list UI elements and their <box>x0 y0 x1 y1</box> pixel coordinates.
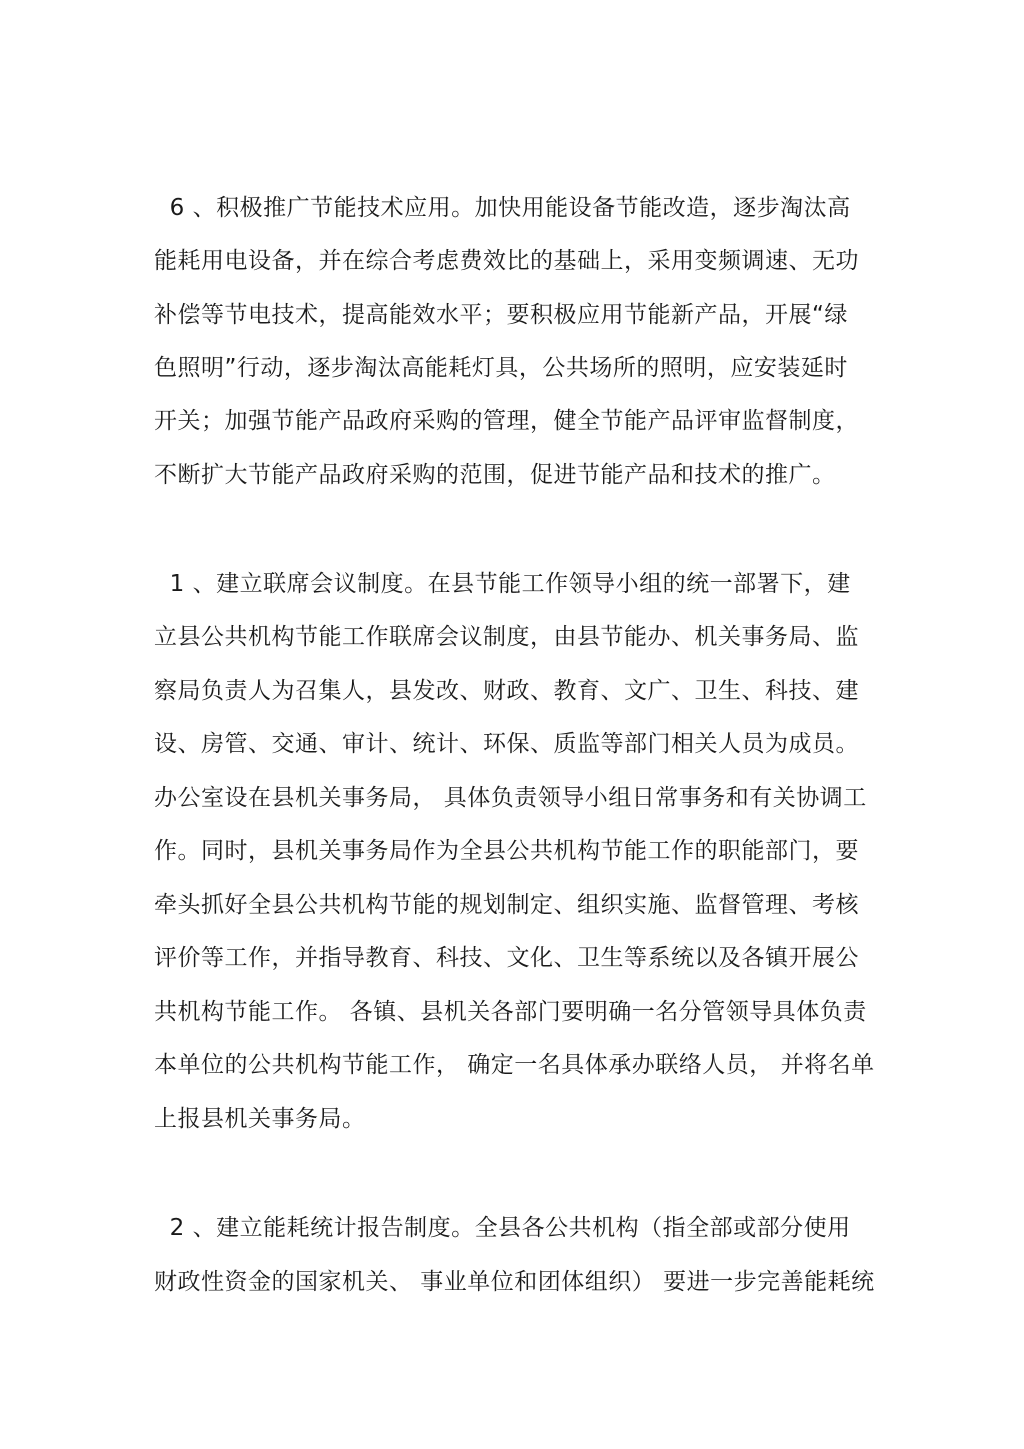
paragraph-1-line-10: 本单位的公共机构节能工作， 确定一名具体承办联络人员， 并将名单 <box>154 1052 875 1078</box>
paragraph-1-line-3: 察局负责人为召集人，县发改、财政、教育、文广、卫生、科技、建 <box>154 678 859 704</box>
paragraph-1-line-4: 设、房管、交通、审计、统计、环保、质监等部门相关人员为成员。 <box>154 731 859 757</box>
paragraph-1-line-2: 立县公共机构节能工作联席会议制度，由县节能办、机关事务局、监 <box>154 624 859 650</box>
paragraph-1-line-11: 上报县机关事务局。 <box>154 1106 366 1132</box>
paragraph-1-line-6: 作。同时，县机关事务局作为全县公共机构节能工作的职能部门，要 <box>154 838 859 864</box>
paragraph-6-line-2: 能耗用电设备，并在综合考虑费效比的基础上，采用变频调速、无功 <box>154 248 859 274</box>
paragraph-1-line-9: 共机构节能工作。 各镇、县机关各部门要明确一名分管领导具体负责 <box>154 999 867 1025</box>
paragraph-1-line-1: 1 、建立联席会议制度。在县节能工作领导小组的统一部署下，建 <box>154 571 851 597</box>
paragraph-1-line-5: 办公室设在县机关事务局， 具体负责领导小组日常事务和有关协调工 <box>154 785 867 811</box>
paragraph-1-line-7: 牵头抓好全县公共机构节能的规划制定、组织实施、监督管理、考核 <box>154 892 859 918</box>
paragraph-2-line-2: 财政性资金的国家机关、 事业单位和团体组织） 要进一步完善能耗统 <box>154 1269 875 1295</box>
paragraph-6-line-5: 开关；加强节能产品政府采购的管理，健全节能产品评审监督制度， <box>154 408 859 434</box>
paragraph-6-line-1: 6 、积极推广节能技术应用。加快用能设备节能改造，逐步淘汰高 <box>154 195 851 221</box>
paragraph-6-line-4: 色照明”行动，逐步淘汰高能耗灯具，公共场所的照明，应安装延时 <box>154 355 848 381</box>
paragraph-2-line-1: 2 、建立能耗统计报告制度。全县各公共机构（指全部或部分使用 <box>154 1215 851 1241</box>
paragraph-1-line-8: 评价等工作，并指导教育、科技、文化、卫生等系统以及各镇开展公 <box>154 945 859 971</box>
paragraph-6-line-6: 不断扩大节能产品政府采购的范围，促进节能产品和技术的推广。 <box>154 462 836 488</box>
paragraph-6-line-3: 补偿等节电技术，提高能效水平；要积极应用节能新产品，开展“绿 <box>154 302 848 328</box>
